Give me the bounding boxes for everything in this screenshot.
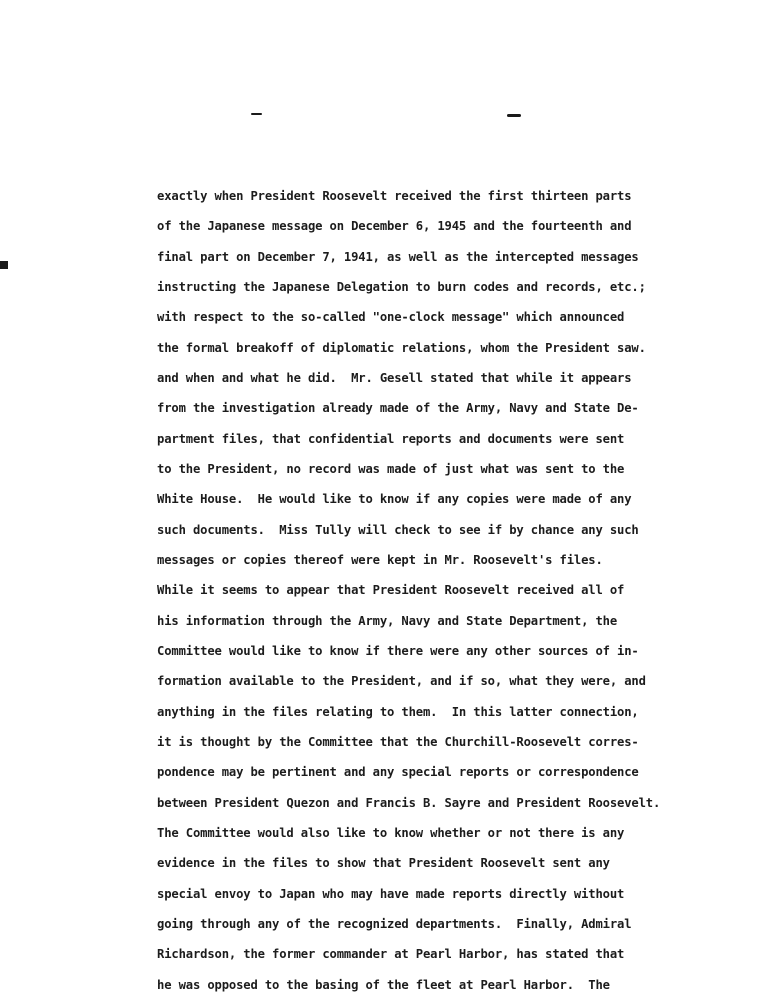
text-line: it is thought by the Committee that the Churchill-Roosevelt corres-	[157, 734, 639, 749]
text-line: between President Quezon and Francis B. Sayre and President Roosevelt.	[157, 795, 661, 810]
top-right-ink-mark	[507, 114, 521, 117]
text-line: While it seems to appear that President Roosevelt received all of	[157, 583, 625, 598]
text-line: the formal breakoff of diplomatic relations, whom the President saw.	[157, 340, 646, 355]
text-line: final part on December 7, 1941, as well as the intercepted messages	[157, 249, 639, 264]
text-line: special envoy to Japan who may have made reports directly without	[157, 886, 625, 901]
text-line: and when and what he did. Mr. Gesell stated that while it appears	[157, 371, 632, 385]
text-line: Richardson, the former commander at Pearl Harbor, has stated that	[157, 947, 625, 962]
text-line: White House. He would like to know if any copies were made of any	[157, 492, 632, 507]
text-line: his information through the Army, Navy and State Department, the	[157, 613, 617, 628]
text-line: formation available to the President, and if so, what they were, and	[157, 674, 646, 689]
text-line: of the Japanese message on December 6, 1945 and the fourteenth and	[157, 219, 632, 234]
left-margin-mark	[0, 261, 8, 269]
text-line: partment files, that confidential reports and documents were sent	[157, 431, 625, 446]
text-line: to the President, no record was made of just what was sent to the	[157, 462, 625, 476]
text-line: going through any of the recognized departments. Finally, Admiral	[157, 916, 632, 931]
text-line: Committee would like to know if there were any other sources of in-	[157, 644, 639, 658]
text-line: pondence may be pertinent and any special reports or correspondence	[157, 765, 639, 780]
text-line: from the investigation already made of the Army, Navy and State De-	[157, 401, 639, 416]
text-line: with respect to the so-called "one-clock message" which announced	[157, 310, 625, 325]
top-left-ink-mark	[251, 113, 262, 115]
text-line: instructing the Japanese Delegation to burn codes and records, etc.;	[157, 280, 646, 294]
text-line: messages or copies thereof were kept in Mr. Roosevelt's files.	[157, 553, 603, 567]
text-line: exactly when President Roosevelt received the first thirteen parts	[157, 189, 632, 203]
text-line: evidence in the files to show that President Roosevelt sent any	[157, 856, 610, 871]
text-line: The Committee would also like to know whether or not there is any	[157, 825, 625, 840]
text-line: he was opposed to the basing of the fleet at Pearl Harbor. The	[157, 977, 610, 992]
text-line: such documents. Miss Tully will check to see if by chance any such	[157, 522, 639, 537]
text-line: anything in the files relating to them. In this latter connection,	[157, 704, 639, 719]
